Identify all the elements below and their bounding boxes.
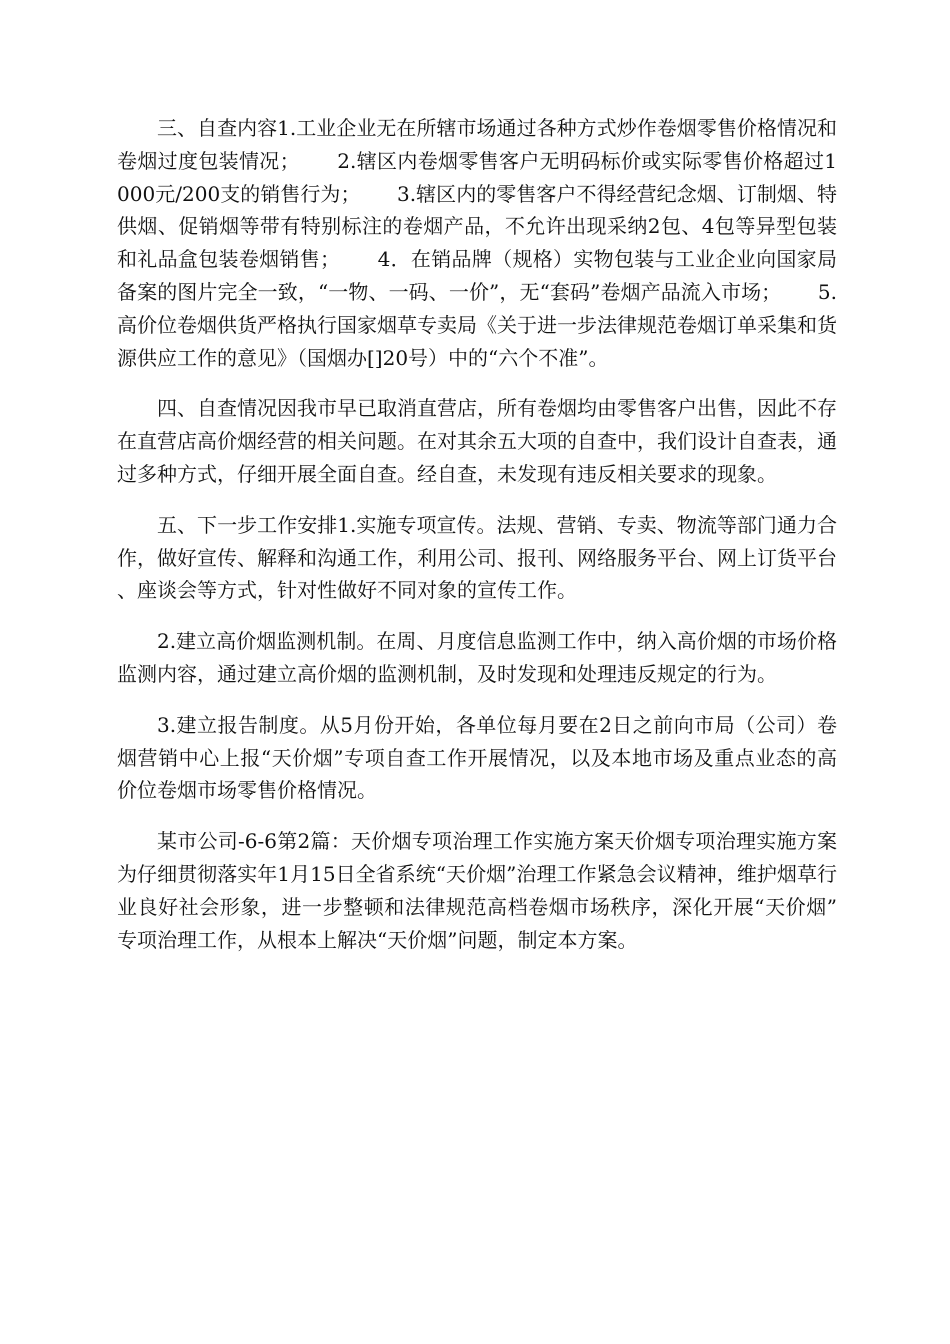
paragraph-reporting-system: 3.建立报告制度。从5月份开始，各单位每月要在2日之前向市局（公司）卷烟营销中心上报“天价烟”专项自查工作开展情况，以及本地市场及重点业态的高价位卷烟市场零售价格情况。: [117, 712, 837, 803]
paragraph-monitoring-mechanism: 2.建立高价烟监测机制。在周、月度信息监测工作中，纳入高价烟的市场价格监测内容，通过建立高价烟的监测机制，及时发现和处理违反规定的行为。: [117, 629, 837, 686]
document-body: [117, 112, 837, 956]
paragraph-self-check-content: 三、自查内容1.工业企业无在所辖市场通过各种方式炒作卷烟零售价格情况和卷烟过度包装情况； 2.辖区内卷烟零售客户无明码标价或实际零售价格超过1000元/200支的销售行为； 3.辖区内的零售客户不得经营纪念烟、订制烟、特供烟、促销烟等带有特别标注的卷烟产品，不允许出现采纳2包、4包等异型包装和礼品盒包装卷烟销售； 4．在销品牌（规格）实物包装与工业企业向国家局备案的图片完全一致，“一物、一码、一价”，无“套码”卷烟产品流入市场； 5.高价位卷烟供货严格执行国家烟草专卖局《关于进一步法律规范卷烟订单采集和货源供应工作的意见》（国烟办[]20号）中的“六个不准”。: [117, 116, 837, 370]
paragraph-second-article: 某市公司-6-6第2篇：天价烟专项治理工作实施方案天价烟专项治理实施方案为仔细贯彻落实年1月15日全省系统“天价烟”治理工作紧急会议精神，维护烟草行业良好社会形象，进一步整顿和法律规范高档卷烟市场秩序，深化开展“天价烟”专项治理工作，从根本上解决“天价烟”问题，制定本方案。: [117, 829, 837, 952]
paragraph-next-steps: 五、下一步工作安排1.实施专项宣传。法规、营销、专卖、物流等部门通力合作，做好宣传、解释和沟通工作，利用公司、报刊、网络服务平台、网上订货平台、座谈会等方式，针对性做好不同对象的宣传工作。: [117, 512, 837, 603]
paragraph-self-check-status: 四、自查情况因我市早已取消直营店，所有卷烟均由零售客户出售，因此不存在直营店高价烟经营的相关问题。在对其余五大项的自查中，我们设计自查表，通过多种方式，仔细开展全面自查。经自查，未发现有违反相关要求的现象。: [117, 396, 837, 486]
